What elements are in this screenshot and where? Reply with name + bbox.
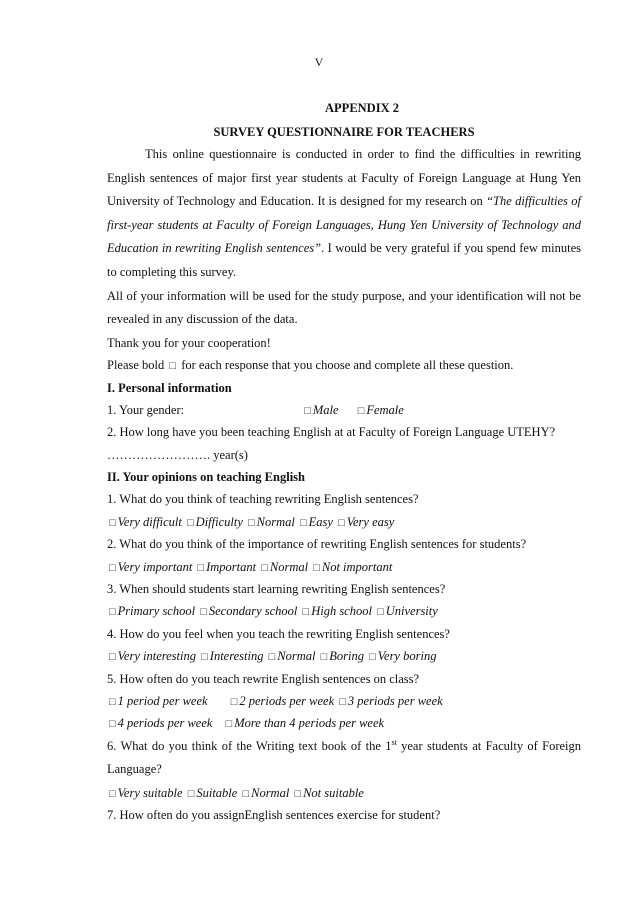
checkbox-icon: □	[304, 404, 311, 417]
checkbox-icon: □	[169, 360, 177, 373]
gender-question	[107, 399, 581, 421]
question-1: 1. What do you think of teaching rewriting English sentences?	[107, 492, 419, 507]
option[interactable]: □ Suitable	[187, 785, 238, 800]
question-5-options-2	[107, 712, 581, 734]
question-3-options	[107, 600, 581, 622]
checkbox-icon: □	[338, 516, 345, 529]
question-6: 6. What do you think of the Writing text book of the 1st year students at Faculty of Foreign Language?	[107, 737, 581, 777]
section-heading-personal: I. Personal information	[107, 380, 232, 395]
question-1-options	[107, 511, 581, 533]
privacy-paragraph: All of your information will be used for the study purpose, and your identification will not be revealed in any discussion of the data.	[107, 288, 581, 327]
checkbox-icon: □	[377, 606, 384, 619]
question-2-options	[107, 556, 581, 578]
option[interactable]: □ 3 periods per week	[339, 694, 443, 708]
option[interactable]: □ Secondary school	[200, 604, 298, 619]
option[interactable]: □ Boring	[320, 649, 364, 664]
checkbox-icon: □	[109, 787, 116, 800]
instruction-text-a: Please bold	[107, 358, 165, 373]
question-6-options	[107, 782, 581, 804]
checkbox-icon: □	[187, 787, 195, 800]
option[interactable]: □ 1 period per week	[109, 694, 208, 708]
intro-text-a: This online questionnaire is conducted in order to find the difficulties in rewriting English sentences of major first year students at Faculty of Foreign Language at Hung Yen University of Technology and Education. It is designed for my research on	[107, 147, 581, 209]
question-5-options	[107, 690, 581, 712]
page-title: SURVEY QUESTIONNAIRE FOR TEACHERS	[213, 125, 475, 139]
teaching-years-answer[interactable]: ……………………. year(s)	[107, 447, 248, 462]
question-4-options	[107, 645, 581, 667]
checkbox-icon: □	[187, 516, 194, 529]
option[interactable]: □ Not suitable	[294, 785, 364, 800]
option[interactable]: □ Normal	[268, 649, 316, 664]
option[interactable]: □ Very difficult	[109, 514, 182, 529]
gender-option-male[interactable]: □ Male	[304, 402, 339, 417]
checkbox-icon: □	[197, 561, 205, 574]
option[interactable]: □ Difficulty	[187, 514, 243, 529]
checkbox-icon: □	[320, 651, 328, 664]
instruction-text-b: for each response that you choose and complete all these question.	[178, 358, 514, 373]
question-2: 2. What do you think of the importance of rewriting English sentences for students?	[107, 537, 527, 552]
option[interactable]: □ Normal	[261, 559, 309, 574]
option[interactable]: □ High school	[302, 604, 372, 619]
option[interactable]: □ Very important	[109, 559, 193, 574]
checkbox-icon: □	[242, 787, 250, 800]
document-body	[107, 96, 581, 827]
option[interactable]: □ Interesting	[201, 649, 264, 664]
option[interactable]: □ Normal	[248, 514, 295, 529]
question-3: 3. When should students start learning rewriting English sentences?	[107, 582, 446, 597]
checkbox-icon: □	[294, 787, 302, 800]
section-heading-opinions: II. Your opinions on teaching English	[107, 470, 305, 485]
option[interactable]: □ 4 periods per week	[109, 716, 213, 731]
question-7: 7. How often do you assignEnglish sentences exercise for student?	[107, 808, 441, 823]
question-4: 4. How do you feel when you teach the rewriting English sentences?	[107, 626, 450, 641]
checkbox-icon: □	[268, 651, 276, 664]
checkbox-icon: □	[109, 696, 116, 708]
checkbox-icon: □	[300, 516, 307, 529]
checkbox-icon: □	[109, 718, 116, 731]
checkbox-icon: □	[201, 651, 208, 664]
research-title: “The difficulties of first-year students at Faculty of Foreign Languages, Hung Yen University of Technology and Education in rewriting English sentences”	[107, 194, 581, 256]
checkbox-icon: □	[109, 651, 116, 664]
checkbox-icon: □	[109, 516, 116, 529]
option[interactable]: □ Very suitable	[109, 785, 183, 800]
teaching-years-question: 2. How long have you been teaching English at at Faculty of Foreign Language UTEHY?	[107, 425, 556, 440]
question-5: 5. How often do you teach rewrite English sentences on class?	[107, 671, 420, 686]
checkbox-icon: □	[261, 561, 268, 574]
checkbox-icon: □	[230, 696, 238, 708]
gender-option-female[interactable]: □ Female	[357, 402, 404, 417]
option[interactable]: □ Very interesting	[109, 649, 196, 664]
option[interactable]: □ Normal	[242, 785, 290, 800]
thanks-line: Thank you for your cooperation!	[107, 335, 271, 350]
checkbox-icon: □	[225, 718, 233, 731]
checkbox-icon: □	[109, 561, 116, 574]
option[interactable]: □ Very easy	[338, 514, 395, 529]
checkbox-icon: □	[248, 516, 255, 529]
instruction-line	[107, 354, 581, 376]
option[interactable]: □ More than 4 periods per week	[225, 716, 385, 731]
option[interactable]: □ Primary school	[109, 604, 196, 619]
option[interactable]: □ Very boring	[369, 649, 437, 664]
option[interactable]: □ University	[377, 604, 438, 619]
intro-text-b: . I would be very grateful if you spend few minutes to completing this survey.	[107, 241, 582, 279]
intro-paragraph	[107, 143, 581, 285]
checkbox-icon: □	[302, 606, 310, 619]
checkbox-icon: □	[339, 696, 346, 708]
option[interactable]: □ Easy	[300, 514, 333, 529]
page-number: V	[314, 55, 324, 69]
option[interactable]: □ Not important	[313, 559, 393, 574]
checkbox-icon: □	[369, 651, 376, 664]
appendix-heading: APPENDIX 2	[325, 101, 399, 115]
checkbox-icon: □	[200, 606, 207, 619]
checkbox-icon: □	[357, 404, 365, 417]
option[interactable]: □ 2 periods per week	[230, 694, 335, 708]
checkbox-icon: □	[109, 606, 116, 619]
gender-label: 1. Your gender:	[107, 402, 185, 417]
checkbox-icon: □	[313, 561, 320, 574]
option[interactable]: □ Important	[197, 559, 257, 574]
